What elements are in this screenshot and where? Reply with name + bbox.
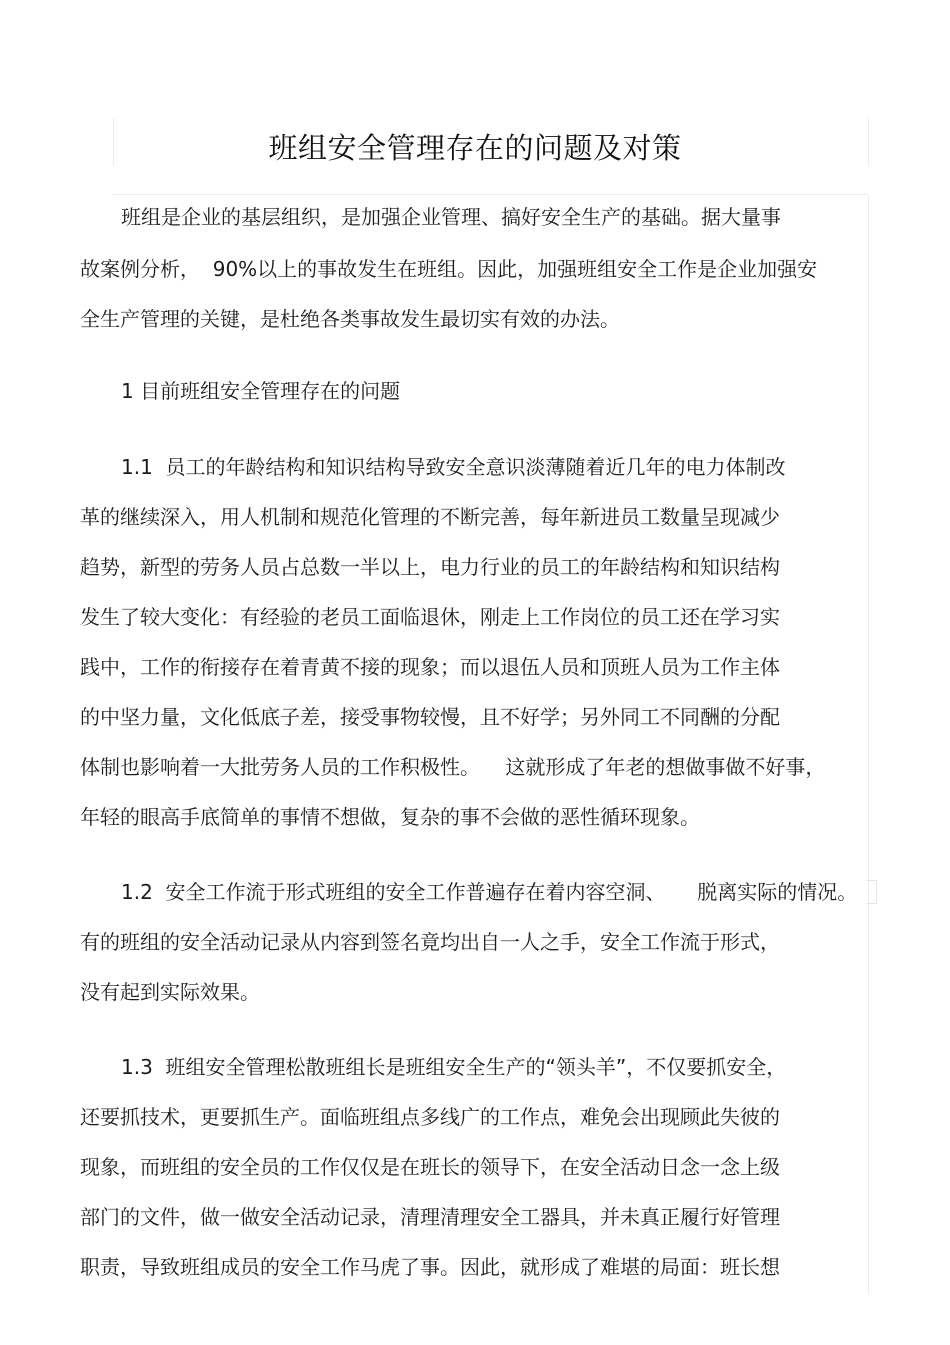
paragraph-line: 故案例分析， 90%以上的事故发生在班组。因此，加强班组安全工作是企业加强安 [80,257,818,281]
paragraph-line: 部门的文件，做一做安全活动记录，清理清理安全工器具，并未真正履行好管理 [80,1205,780,1229]
paragraph-line: 有的班组的安全活动记录从内容到签名竟均出自一人之手，安全工作流于形式， [80,930,780,954]
paragraph-line: 全生产管理的关键，是杜绝各类事故发生最切实有效的办法。 [80,307,620,331]
body-top-rule [113,194,869,195]
page-title: 班组安全管理存在的问题及对策 [268,131,682,165]
paragraph-line: 班组是企业的基层组织，是加强企业管理、搞好安全生产的基础。据大量事 [121,205,781,229]
paragraph-line: 职责，导致班组成员的安全工作马虎了事。因此，就形成了难堪的局面：班长想 [80,1255,780,1279]
paragraph-line: 趋势，新型的劳务人员占总数一半以上，电力行业的员工的年龄结构和知识结构 [80,555,780,579]
paragraph-line: 体制也影响着一大批劳务人员的工作积极性。 这就形成了年老的想做事做不好事， [80,755,826,779]
section-heading: 1 目前班组安全管理存在的问题 [121,379,401,403]
text-box-corner [866,880,877,904]
paragraph-line: 没有起到实际效果。 [80,980,260,1004]
paragraph-line: 现象，而班组的安全员的工作仅仅是在班长的领导下，在安全活动日念一念上级 [80,1155,780,1179]
paragraph-line: 1.3 班组安全管理松散班组长是班组安全生产的“领头羊”，不仅要抓安全， [121,1055,787,1079]
paragraph-line: 年轻的眼高手底简单的事情不想做，复杂的事不会做的恶性循环现象。 [80,805,700,829]
paragraph-line: 1.2 安全工作流于形式班组的安全工作普遍存在着内容空洞、 脱离实际的情况。 [121,880,858,904]
paragraph-line: 1.1 员工的年龄结构和知识结构导致安全意识淡薄随着近几年的电力体制改 [121,455,786,479]
body-right-rule [868,194,869,1294]
paragraph-line: 践中，工作的衔接存在着青黄不接的现象；而以退伍人员和顶班人员为工作主体 [80,655,780,679]
paragraph-line: 的中坚力量，文化低底子差，接受事物较慢，且不好学；另外同工不同酬的分配 [80,705,780,729]
paragraph-line: 还要抓技术，更要抓生产。面临班组点多线广的工作点，难免会出现顾此失彼的 [80,1105,780,1129]
paragraph-line: 发生了较大变化：有经验的老员工面临退休，刚走上工作岗位的员工还在学习实 [80,605,780,629]
paragraph-line: 革的继续深入，用人机制和规范化管理的不断完善，每年新进员工数量呈现减少 [80,505,780,529]
